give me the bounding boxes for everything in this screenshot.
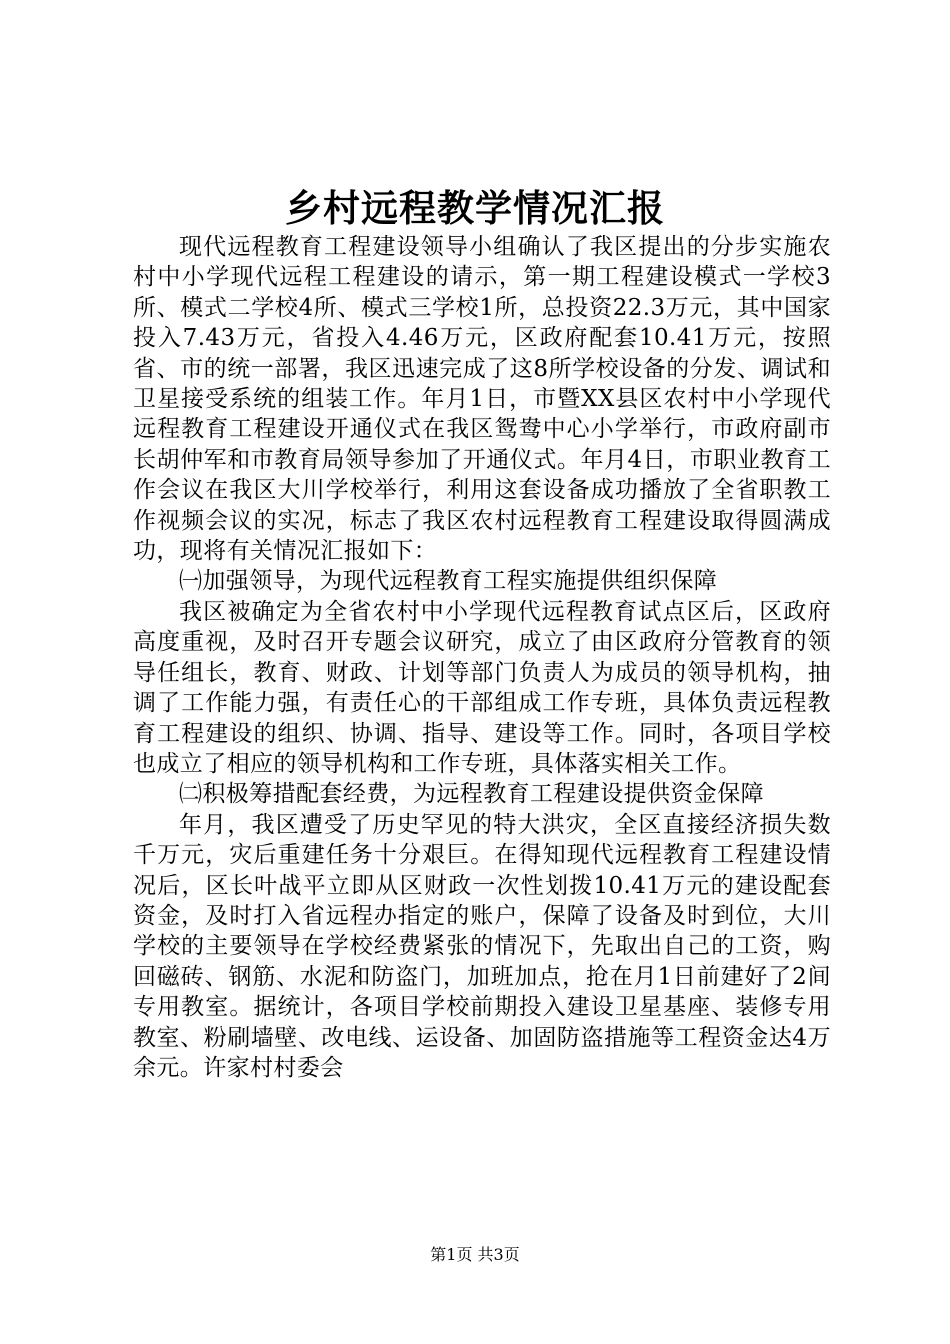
section-heading-2: ㈡积极筹措配套经费，为远程教育工程建设提供资金保障 bbox=[179, 781, 764, 808]
section-1-paragraph: 我区被确定为全省农村中小学现代远程教育试点区后，区政府高度重视，及时召开专题会议研究，成立了由区政府分管教育的领导任组长，教育、财政、计划等部门负责人为成员的领导机构，抽调了工作能力强，有责任心的干部组成工作专班，具体负责远程教育工程建设的组织、协调、指导、建设等工作。同时，各项目学校也成立了相应的领导机构和工作专班，具体落实相关工作。 bbox=[133, 598, 831, 777]
page-footer: 第1页 共3页 bbox=[430, 1245, 520, 1264]
document-body bbox=[133, 232, 831, 1083]
document-title: 乡村远程教学情况汇报 bbox=[285, 186, 665, 230]
intro-paragraph: 现代远程教育工程建设领导小组确认了我区提出的分步实施农村中小学现代远程工程建设的请示，第一期工程建设模式一学校3所、模式二学校4所、模式三学校1所，总投资22.3万元，其中国家投入7.43万元，省投入4.46万元，区政府配套10.41万元，按照省、市的统一部署，我区迅速完成了这8所学校设备的分发、调试和卫星接受系统的组装工作。年月1日，市暨XX县区农村中小学现代远程教育工程建设开通仪式在我区鸳鸯中心小学举行，市政府副市长胡仲军和市教育局领导参加了开通仪式。年月4日，市职业教育工作会议在我区大川学校举行，利用这套设备成功播放了全省职教工作视频会议的实况，标志了我区农村远程教育工程建设取得圆满成功，现将有关情况汇报如下： bbox=[133, 234, 831, 565]
section-2-paragraph: 年月，我区遭受了历史罕见的特大洪灾，全区直接经济损失数千万元，灾后重建任务十分艰巨。在得知现代远程教育工程建设情况后，区长叶战平立即从区财政一次性划拨10.41万元的建设配套资金，及时打入省远程办指定的账户，保障了设备及时到位，大川学校的主要领导在学校经费紧张的情况下，先取出自己的工资，购回磁砖、钢筋、水泥和防盗门，加班加点，抢在月1日前建好了2间专用教室。据统计，各项目学校前期投入建设卫星基座、装修专用教室、粉刷墙壁、改电线、运设备、加固防盗措施等工程资金达4万余元。许家村村委会 bbox=[133, 811, 831, 1081]
section-heading-1: ㈠加强领导，为现代远程教育工程实施提供组织保障 bbox=[179, 568, 718, 595]
